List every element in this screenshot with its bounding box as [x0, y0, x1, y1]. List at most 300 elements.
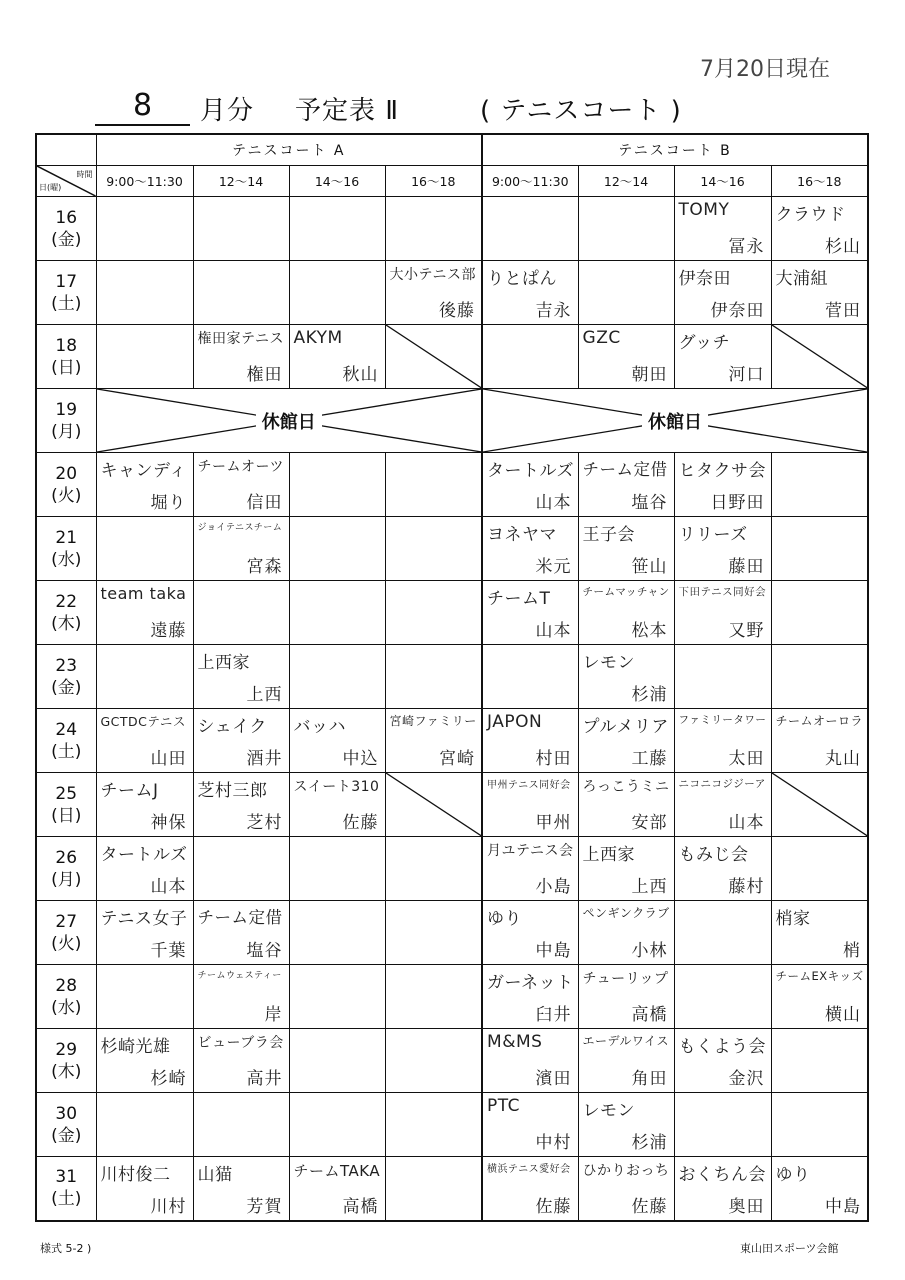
- slot-cell: [482, 1029, 578, 1093]
- slot-cell: [578, 1157, 674, 1221]
- representative-name: 権田: [246, 365, 283, 385]
- slot-cell: [482, 645, 578, 709]
- slot-a-1: 9:00～11:30: [96, 166, 193, 197]
- group-name: チームオーロラ: [775, 714, 864, 728]
- group-name: 山猫: [197, 1165, 233, 1185]
- day-cell: [36, 453, 96, 517]
- representative-name: 藤村: [728, 877, 765, 897]
- group-name: 杉崎光雄: [100, 1037, 171, 1057]
- day-of-week: (火): [51, 485, 82, 506]
- closed-label: 休館日: [256, 408, 322, 434]
- representative-name: 川村: [150, 1196, 187, 1217]
- slot-cell: [193, 517, 289, 581]
- representative-name: 山本: [728, 813, 765, 833]
- group-name: ジョイテニスチーム: [197, 523, 283, 533]
- slot-cell: [193, 773, 289, 837]
- day-number: 27: [55, 911, 78, 932]
- slot-cell: [578, 901, 674, 965]
- day-row: [36, 901, 868, 965]
- day-cell: [36, 709, 96, 773]
- group-name: ろっこうミニ: [582, 779, 670, 795]
- group-name: リリーズ: [678, 525, 748, 545]
- slot-cell: [674, 709, 771, 773]
- day-number: 23: [55, 655, 78, 676]
- slot-cell: [289, 645, 385, 709]
- court-b-header: テニスコート B: [482, 134, 868, 166]
- slot-cell: [771, 709, 868, 773]
- group-name: 権田家テニス: [197, 331, 284, 347]
- day-number: 18: [55, 335, 78, 356]
- day-cell: [36, 837, 96, 901]
- schedule-table: [35, 133, 869, 1222]
- day-row: [36, 325, 868, 389]
- representative-name: 笹山: [631, 557, 668, 577]
- group-name: 王子会: [582, 525, 636, 545]
- representative-name: 小島: [535, 877, 572, 897]
- day-cell: [36, 1157, 96, 1221]
- representative-name: 甲州: [535, 813, 572, 833]
- slot-cell: [674, 1029, 771, 1093]
- group-name: 川村俊二: [100, 1165, 171, 1185]
- schedule-body: [36, 197, 868, 1221]
- group-name: M&MS: [487, 1032, 543, 1052]
- group-name: チームマッチャン: [582, 586, 670, 598]
- slot-cell: [385, 581, 482, 645]
- slot-cell: [771, 901, 868, 965]
- group-name: レモン: [582, 653, 636, 673]
- day-of-week: (木): [51, 1061, 82, 1082]
- group-name: チームウェスティー: [197, 971, 282, 981]
- day-of-week: (金): [51, 1125, 82, 1146]
- form-number: 様式 5-2 ): [40, 1242, 92, 1255]
- day-row: [36, 197, 868, 261]
- group-name: 大小テニス部: [389, 267, 476, 283]
- slot-cell: [193, 1029, 289, 1093]
- slot-cell: [578, 261, 674, 325]
- representative-name: 高橋: [342, 1196, 379, 1217]
- day-row: [36, 773, 868, 837]
- representative-name: 吉永: [535, 301, 572, 321]
- slot-cell: [289, 261, 385, 325]
- representative-name: 芝村: [246, 813, 283, 833]
- group-name: おくちん会: [678, 1165, 767, 1185]
- court-a-header: テニスコート A: [96, 134, 482, 166]
- slot-cell: [771, 197, 868, 261]
- group-name: テニス女子: [100, 909, 188, 929]
- slot-cell: [578, 1029, 674, 1093]
- slot-cell: [385, 837, 482, 901]
- slot-cell: [289, 901, 385, 965]
- representative-name: 山本: [150, 877, 187, 897]
- representative-name: 上西: [246, 685, 283, 705]
- slot-cell: [385, 709, 482, 773]
- slot-cell: [482, 1157, 578, 1221]
- slot-cell: [385, 517, 482, 581]
- group-name: もくよう会: [678, 1037, 767, 1057]
- representative-name: 信田: [246, 493, 283, 513]
- slot-cell: [193, 581, 289, 645]
- day-of-week: (金): [51, 677, 82, 698]
- slot-cell: [771, 965, 868, 1029]
- representative-name: 佐藤: [535, 1196, 572, 1217]
- slot-cell: [578, 965, 674, 1029]
- slot-cell: [289, 773, 385, 837]
- group-name: チューリップ: [582, 971, 669, 987]
- group-name: プルメリア: [582, 717, 669, 737]
- representative-name: 梢: [843, 941, 862, 961]
- month-value: 8: [132, 88, 153, 123]
- representative-name: 安部: [631, 813, 668, 833]
- slot-b-4: 16～18: [771, 166, 868, 197]
- day-number: 31: [55, 1167, 78, 1188]
- group-name: ガーネット: [487, 973, 574, 993]
- group-name: ファミリータワー: [678, 714, 767, 726]
- representative-name: 宮森: [246, 557, 283, 577]
- slot-cell: [96, 261, 193, 325]
- slot-cell: [385, 773, 482, 837]
- day-of-week: (日): [51, 805, 82, 826]
- day-row: [36, 1157, 868, 1221]
- representative-name: 角田: [631, 1069, 668, 1089]
- representative-name: 杉浦: [631, 1133, 668, 1153]
- representative-name: 河口: [728, 365, 765, 385]
- slot-cell: [289, 1157, 385, 1221]
- day-of-week: (土): [51, 741, 82, 762]
- representative-name: 千葉: [150, 941, 187, 961]
- day-row: [36, 1093, 868, 1157]
- day-number: 25: [55, 783, 78, 804]
- group-name: ヨネヤマ: [487, 525, 558, 545]
- day-of-week: (月): [51, 421, 82, 442]
- slot-cell: [385, 965, 482, 1029]
- slot-cell: [96, 1157, 193, 1221]
- group-name: タートルズ: [100, 845, 188, 865]
- slot-cell: [289, 325, 385, 389]
- unavailable-slash: [386, 773, 482, 836]
- representative-name: 中村: [535, 1133, 572, 1153]
- slot-cell: [193, 325, 289, 389]
- slot-cell: [771, 581, 868, 645]
- group-name: TOMY: [678, 200, 730, 220]
- slot-cell: [289, 197, 385, 261]
- slot-cell: [482, 709, 578, 773]
- representative-name: 中島: [825, 1196, 862, 1217]
- day-number: 16: [55, 207, 78, 228]
- slot-cell: [96, 709, 193, 773]
- slot-cell: [578, 1093, 674, 1157]
- day-number: 30: [55, 1103, 78, 1124]
- day-cell: [36, 389, 96, 453]
- day-cell: [36, 197, 96, 261]
- day-number: 28: [55, 975, 78, 996]
- representative-name: 日野田: [710, 493, 765, 513]
- slot-cell: [771, 1093, 868, 1157]
- facility-name: 東山田スポーツ会館: [740, 1242, 839, 1255]
- group-name: GZC: [582, 328, 621, 348]
- slot-cell: [674, 517, 771, 581]
- group-name: JAPON: [487, 712, 543, 732]
- closed-court-b: [482, 389, 868, 453]
- day-row: [36, 453, 868, 517]
- group-name: チームTAKA: [293, 1162, 381, 1180]
- slot-cell: [578, 773, 674, 837]
- slot-cell: [674, 901, 771, 965]
- group-name: GCTDCテニス: [100, 714, 186, 729]
- day-row: [36, 645, 868, 709]
- day-number: 29: [55, 1039, 78, 1060]
- slot-cell: [96, 645, 193, 709]
- group-name: レモン: [582, 1101, 636, 1121]
- group-name: 甲州テニス同好会: [487, 780, 571, 791]
- slot-a-2: 12～14: [193, 166, 289, 197]
- slot-cell: [771, 517, 868, 581]
- group-name: ヒタクサ会: [678, 461, 767, 481]
- slot-cell: [674, 261, 771, 325]
- day-of-week: (木): [51, 613, 82, 634]
- slot-cell: [385, 261, 482, 325]
- slot-cell: [289, 517, 385, 581]
- slot-cell: [96, 517, 193, 581]
- slot-cell: [96, 901, 193, 965]
- group-name: 大浦組: [775, 269, 829, 289]
- day-row: [36, 1029, 868, 1093]
- group-name: バッハ: [293, 717, 346, 737]
- representative-name: 宮崎: [439, 749, 476, 769]
- day-cell: [36, 965, 96, 1029]
- slot-cell: [578, 325, 674, 389]
- slot-cell: [96, 197, 193, 261]
- representative-name: 山田: [150, 749, 187, 769]
- slot-cell: [193, 709, 289, 773]
- slot-cell: [482, 453, 578, 517]
- slot-cell: [674, 581, 771, 645]
- slot-cell: [96, 965, 193, 1029]
- day-number: 17: [55, 271, 78, 292]
- slot-cell: [193, 261, 289, 325]
- slot-cell: [385, 325, 482, 389]
- day-row: [36, 389, 868, 453]
- slot-cell: [771, 325, 868, 389]
- slot-cell: [193, 837, 289, 901]
- slot-cell: [771, 1157, 868, 1221]
- slot-cell: [96, 773, 193, 837]
- group-name: りとぱん: [487, 269, 558, 289]
- slot-cell: [289, 837, 385, 901]
- slot-cell: [193, 901, 289, 965]
- slot-a-4: 16～18: [385, 166, 482, 197]
- representative-name: 塩谷: [631, 493, 668, 513]
- day-cell: [36, 517, 96, 581]
- corner-blank: [36, 134, 96, 166]
- representative-name: 神保: [150, 813, 187, 833]
- day-cell: [36, 325, 96, 389]
- day-of-week: (火): [51, 933, 82, 954]
- slot-cell: [482, 837, 578, 901]
- day-cell: [36, 645, 96, 709]
- representative-name: 松本: [631, 621, 668, 641]
- unavailable-slash: [772, 325, 868, 388]
- slot-cell: [578, 197, 674, 261]
- group-name: シェイク: [197, 717, 267, 737]
- representative-name: 岸: [264, 1005, 283, 1025]
- group-name: PTC: [487, 1096, 521, 1116]
- representative-name: 朝田: [631, 365, 668, 385]
- group-name: ひかりおっち: [582, 1163, 670, 1179]
- date-stamp: 7月20日現在: [700, 57, 830, 82]
- group-name: チーム定借: [197, 908, 283, 927]
- representative-name: 米元: [535, 557, 572, 577]
- slot-cell: [96, 453, 193, 517]
- representative-name: 菅田: [825, 301, 862, 321]
- slot-cell: [385, 645, 482, 709]
- group-name: 上西家: [582, 845, 636, 865]
- representative-name: 奥田: [728, 1196, 765, 1217]
- month-field: [95, 88, 190, 126]
- slot-cell: [771, 645, 868, 709]
- day-of-week: (土): [51, 293, 82, 314]
- slot-cell: [771, 773, 868, 837]
- representative-name: 杉崎: [150, 1069, 187, 1089]
- representative-name: 村田: [535, 749, 572, 769]
- representative-name: 塩谷: [246, 941, 283, 961]
- slot-cell: [482, 261, 578, 325]
- day-row: [36, 581, 868, 645]
- group-name: チームJ: [100, 781, 159, 801]
- slot-cell: [482, 517, 578, 581]
- slot-cell: [193, 645, 289, 709]
- slot-cell: [674, 837, 771, 901]
- day-cell: [36, 1029, 96, 1093]
- slot-cell: [96, 581, 193, 645]
- representative-name: 遠藤: [150, 621, 187, 641]
- day-row: [36, 837, 868, 901]
- slot-cell: [578, 645, 674, 709]
- group-name: ペンギンクラブ: [582, 906, 670, 920]
- representative-name: 臼井: [535, 1005, 572, 1025]
- slot-cell: [578, 453, 674, 517]
- day-number: 20: [55, 463, 78, 484]
- slot-cell: [771, 837, 868, 901]
- slot-cell: [385, 901, 482, 965]
- day-of-week: (土): [51, 1189, 82, 1210]
- day-cell: [36, 773, 96, 837]
- group-name: 下田テニス同好会: [678, 586, 767, 598]
- day-number: 24: [55, 719, 78, 740]
- representative-name: 秋山: [342, 365, 379, 385]
- slot-cell: [674, 645, 771, 709]
- slot-b-1: 9:00～11:30: [482, 166, 578, 197]
- representative-name: 金沢: [728, 1069, 765, 1089]
- slot-cell: [482, 1093, 578, 1157]
- slot-cell: [193, 1093, 289, 1157]
- slot-cell: [771, 261, 868, 325]
- slot-cell: [96, 1029, 193, 1093]
- slot-cell: [289, 1029, 385, 1093]
- day-row: [36, 709, 868, 773]
- group-name: ゆり: [775, 1165, 811, 1185]
- day-cell: [36, 261, 96, 325]
- group-name: グッチ: [678, 333, 731, 353]
- group-name: ニコニコジジーア: [678, 778, 766, 790]
- closed-court-a: [96, 389, 482, 453]
- representative-name: 太田: [728, 749, 765, 769]
- day-of-week: (水): [51, 997, 82, 1018]
- corner-cell: [36, 166, 96, 197]
- slot-cell: [96, 1093, 193, 1157]
- day-of-week: (月): [51, 869, 82, 890]
- day-cell: [36, 901, 96, 965]
- group-name: 上西家: [197, 653, 250, 673]
- representative-name: 佐藤: [342, 813, 379, 833]
- schedule-label: 予定表 Ⅱ: [295, 96, 400, 126]
- day-cell: [36, 1093, 96, 1157]
- slot-cell: [674, 1093, 771, 1157]
- slot-cell: [578, 581, 674, 645]
- slot-cell: [578, 837, 674, 901]
- slot-cell: [96, 837, 193, 901]
- group-name: キャンディ: [100, 461, 187, 481]
- group-name: 芝村三郎: [197, 781, 268, 801]
- group-name: クラウド: [775, 205, 846, 225]
- day-row: [36, 965, 868, 1029]
- representative-name: 高井: [246, 1069, 283, 1089]
- group-name: 宮崎ファミリー: [389, 714, 477, 728]
- slot-cell: [96, 325, 193, 389]
- representative-name: 杉浦: [631, 685, 668, 705]
- slot-cell: [482, 901, 578, 965]
- slot-cell: [385, 1157, 482, 1221]
- slot-cell: [578, 709, 674, 773]
- day-number: 26: [55, 847, 78, 868]
- representative-name: 山本: [535, 493, 572, 513]
- day-row: [36, 517, 868, 581]
- representative-name: 冨永: [728, 237, 765, 257]
- slot-b-2: 12～14: [578, 166, 674, 197]
- representative-name: 後藤: [439, 301, 476, 321]
- closed-label: 休館日: [642, 408, 708, 434]
- slot-cell: [289, 965, 385, 1029]
- representative-name: 工藤: [631, 749, 668, 769]
- representative-name: 丸山: [825, 749, 862, 769]
- slot-cell: [289, 1093, 385, 1157]
- venue-label: ( テニスコート ): [480, 96, 682, 126]
- representative-name: 藤田: [728, 557, 765, 577]
- day-of-week: (金): [51, 229, 82, 250]
- unavailable-slash: [386, 325, 482, 388]
- slot-cell: [385, 197, 482, 261]
- day-of-week: (日): [51, 357, 82, 378]
- slot-cell: [674, 965, 771, 1029]
- slot-cell: [674, 197, 771, 261]
- group-name: 梢家: [775, 909, 811, 929]
- representative-name: 芳賀: [246, 1196, 283, 1217]
- representative-name: 堀り: [150, 493, 187, 513]
- representative-name: 酒井: [246, 749, 283, 769]
- group-name: AKYM: [293, 328, 343, 348]
- day-number: 22: [55, 591, 78, 612]
- slot-cell: [193, 1157, 289, 1221]
- day-of-week: (水): [51, 549, 82, 570]
- representative-name: 杉山: [825, 237, 862, 257]
- month-suffix: 月分: [200, 96, 255, 126]
- group-name: ゆり: [487, 909, 523, 929]
- slot-cell: [674, 453, 771, 517]
- group-name: チーム定借: [582, 460, 668, 479]
- group-name: チームEXキッズ: [775, 969, 864, 983]
- slot-cell: [385, 1029, 482, 1093]
- slot-b-3: 14～16: [674, 166, 771, 197]
- slot-cell: [482, 581, 578, 645]
